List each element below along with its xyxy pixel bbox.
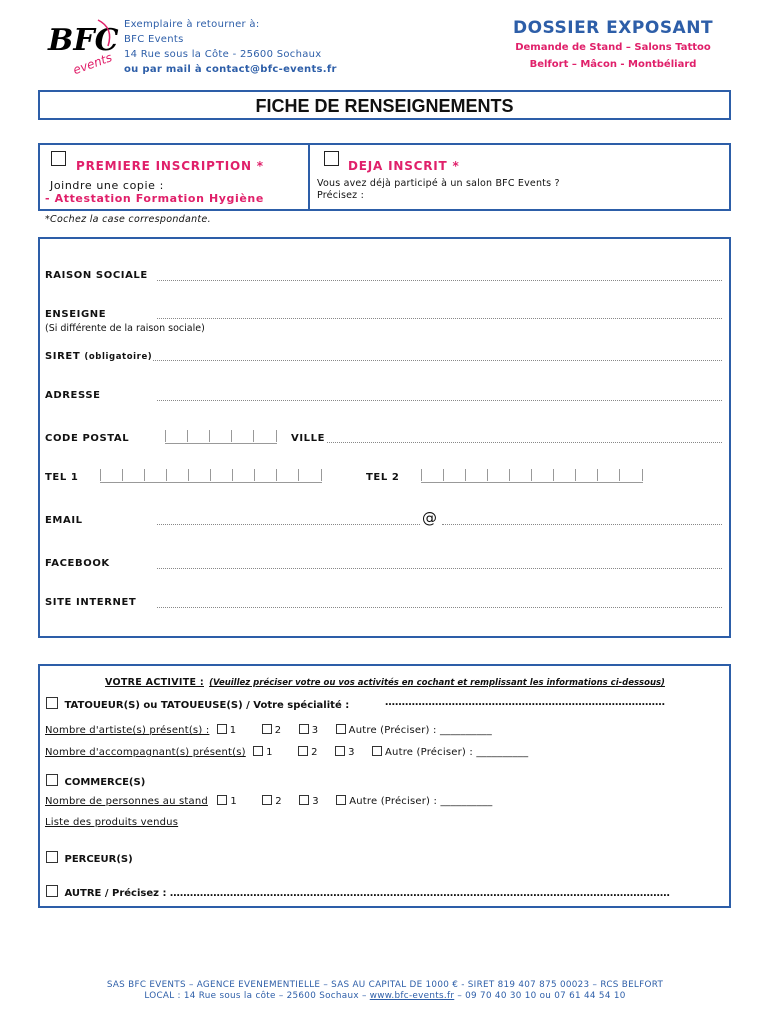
persons-1-checkbox[interactable] [217, 795, 227, 805]
other-checkbox[interactable] [46, 885, 58, 897]
identification-box [38, 237, 731, 638]
adresse-field[interactable] [157, 400, 722, 401]
accomp-other-checkbox[interactable] [372, 746, 382, 756]
email-domain-field[interactable] [442, 524, 722, 525]
commerce-checkbox[interactable] [46, 774, 58, 786]
tattoo-checkbox[interactable] [46, 697, 58, 709]
footer: SAS BFC EVENTS – AGENCE EVENEMENTIELLE – SAS AU CAPITAL DE 1000 € - SIRET 819 407 875 00023 – RCS BELFORT LOCAL : 14 Rue sous la côte – 25600 Sochaux – www.bfc-events.fr – 09 70 40 30 10 ou 07 61 44 54 10 [106, 980, 664, 1001]
artists-other-checkbox[interactable] [336, 724, 346, 734]
tattoo-row: TATOUEUR(S) ou TATOUEUSE(S) / Votre spécialité : [46, 697, 349, 711]
artists-3-checkbox[interactable] [299, 724, 309, 734]
accomp-2-checkbox[interactable] [298, 746, 308, 756]
page-title: FICHE DE RENSEIGNEMENTS [38, 90, 731, 120]
ville-label: VILLE [291, 433, 326, 444]
persons-other-checkbox[interactable] [336, 795, 346, 805]
code-postal-field[interactable] [165, 430, 277, 444]
first-registration-label: PREMIERE INSCRIPTION * [76, 159, 264, 173]
site-label: SITE INTERNET [45, 597, 137, 608]
accomp-3-checkbox[interactable] [335, 746, 345, 756]
inscription-divider [308, 143, 310, 211]
sender-address: Exemplaire à retourner à: BFC Events 14 Rue sous la Côte - 25600 Sochaux ou par mail à contact@bfc-events.fr [124, 19, 337, 75]
tel2-label: TEL 2 [366, 472, 400, 483]
commerce-row: COMMERCE(S) [46, 774, 145, 788]
artists-2-checkbox[interactable] [262, 724, 272, 734]
first-registration-checkbox[interactable] [51, 151, 66, 166]
piercer-row: PERCEUR(S) [46, 851, 133, 865]
website-link[interactable]: www.bfc-events.fr [369, 991, 455, 1001]
logo-text: BFC [48, 23, 119, 58]
tattoo-specialty-field[interactable]: ………………………………………………………………………… [385, 697, 665, 708]
code-postal-label: CODE POSTAL [45, 433, 130, 444]
other-row: AUTRE / Précisez : …………………………………………………………………………………………………………………………………… [46, 885, 726, 899]
raison-sociale-field[interactable] [157, 280, 722, 281]
email-user-field[interactable] [157, 524, 420, 525]
persons-2-checkbox[interactable] [262, 795, 272, 805]
site-field[interactable] [157, 607, 722, 608]
tel1-field[interactable] [100, 469, 322, 483]
dossier-header: DOSSIER EXPOSANT Demande de Stand – Salons Tattoo Belfort – Mâcon - Montbéliard [498, 18, 728, 72]
checkbox-note: *Cochez la case correspondante. [45, 214, 211, 225]
ville-field[interactable] [327, 442, 722, 443]
persons-3-checkbox[interactable] [299, 795, 309, 805]
bfc-logo [46, 14, 119, 76]
artists-1-checkbox[interactable] [217, 724, 227, 734]
siret-label: SIRET [45, 351, 81, 362]
dossier-title: DOSSIER EXPOSANT [512, 18, 714, 38]
artists-row: Nombre d'artiste(s) présent(s) : 1 2 3 Autre (Préciser) : __________ [45, 725, 492, 736]
piercer-checkbox[interactable] [46, 851, 58, 863]
at-sign: @ [422, 509, 437, 527]
accomp-row: Nombre d'accompagnant(s) présent(s) 1 2 3 Autre (Préciser) : __________ [45, 747, 529, 758]
tel1-label: TEL 1 [45, 472, 79, 483]
raison-sociale-label: RAISON SOCIALE [45, 270, 148, 281]
logo-subtext: events [71, 50, 114, 76]
facebook-field[interactable] [157, 568, 722, 569]
already-registered-label: DEJA INSCRIT * [348, 159, 460, 173]
tel2-field[interactable] [421, 469, 643, 483]
enseigne-field[interactable] [157, 318, 722, 319]
activity-header: VOTRE ACTIVITE : (Veuillez préciser votre ou vos activités en cochant et remplissant les informations ci-dessous) [105, 677, 665, 688]
email-label: EMAIL [45, 515, 83, 526]
accomp-1-checkbox[interactable] [253, 746, 263, 756]
other-field[interactable]: …………………………………………………………………………………………………………………………………… [169, 888, 670, 899]
adresse-label: ADRESSE [45, 390, 101, 401]
siret-field[interactable] [153, 360, 722, 361]
enseigne-label: ENSEIGNE [45, 309, 107, 320]
persons-row: Nombre de personnes au stand 1 2 3 Autre (Préciser) : __________ [45, 796, 493, 807]
already-registered-checkbox[interactable] [324, 151, 339, 166]
facebook-label: FACEBOOK [45, 558, 110, 569]
products-label: Liste des produits vendus [45, 817, 179, 828]
